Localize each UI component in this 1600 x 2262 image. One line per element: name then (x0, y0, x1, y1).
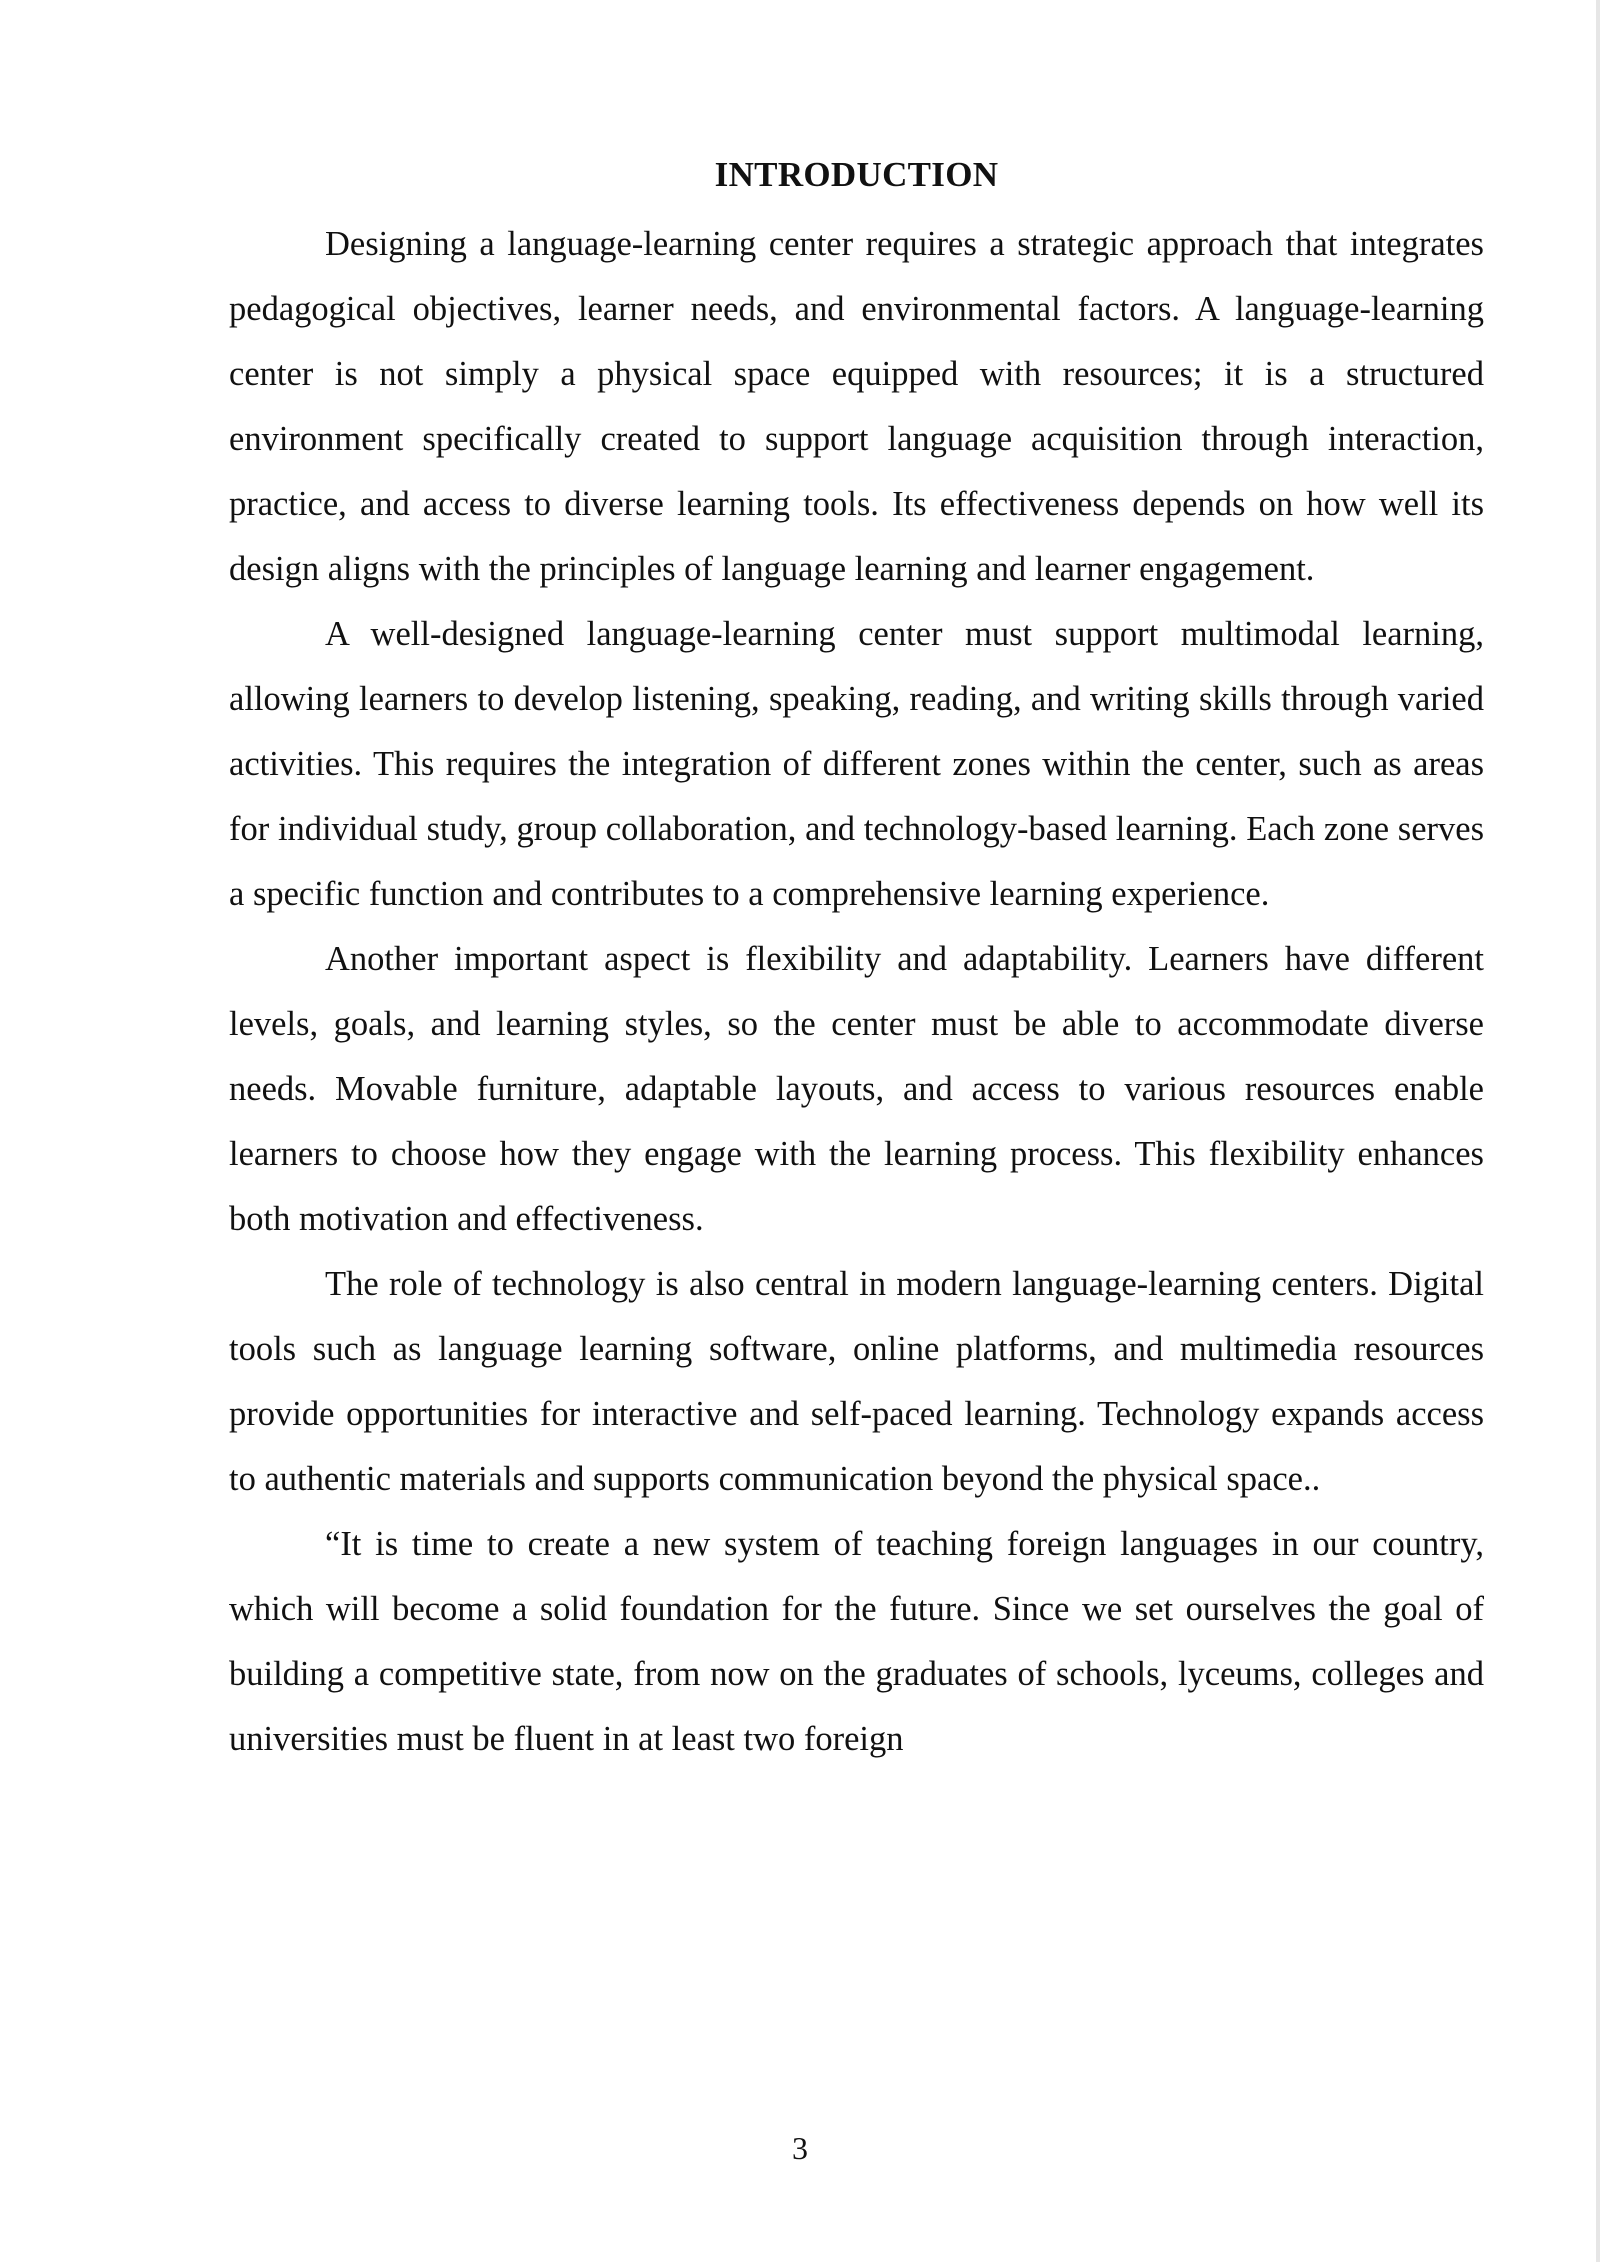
page-content (229, 148, 1484, 1772)
paragraph-3: Another important aspect is flexibility and adaptability. Learners have different levels, goals, and learning styles, so the center must be able to accommodate diverse needs. Movable furniture, adaptable layouts, and access to various resources enable learners to choose how they engage with the learning process. This flexibility enhances both motivation and effectiveness. (229, 940, 1484, 1238)
section-heading: INTRODUCTION (714, 155, 999, 194)
paragraph-1: Designing a language-learning center requires a strategic approach that integrates pedagogical objectives, learner needs, and environmental factors. A language-learning center is not simply a physical space equipped with resources; it is a structured environment specifically created to support language acquisition through interaction, practice, and access to diverse learning tools. Its effectiveness depends on how well its design aligns with the principles of language learning and learner engagement. (229, 225, 1484, 588)
paragraph-5: “It is time to create a new system of teaching foreign languages in our country, which will become a solid foundation for the future. Since we set ourselves the goal of building a competitive state, from now on the graduates of schools, lyceums, colleges and universities must be fluent in at least two foreign (229, 1525, 1484, 1758)
page-edge (1596, 0, 1600, 2262)
paragraph-2: A well-designed language-learning center must support multimodal learning, allowing learners to develop listening, speaking, reading, and writing skills through varied activities. This requires the integration of different zones within the center, such as areas for individual study, group collaboration, and technology-based learning. Each zone serves a specific function and contributes to a comprehensive learning experience. (229, 615, 1484, 913)
paragraph-4: The role of technology is also central in modern language-learning centers. Digital tools such as language learning software, online platforms, and multimedia resources provide opportunities for interactive and self-paced learning. Technology expands access to authentic materials and supports communication beyond the physical space.. (229, 1265, 1484, 1498)
page-number: 3 (792, 2130, 808, 2166)
